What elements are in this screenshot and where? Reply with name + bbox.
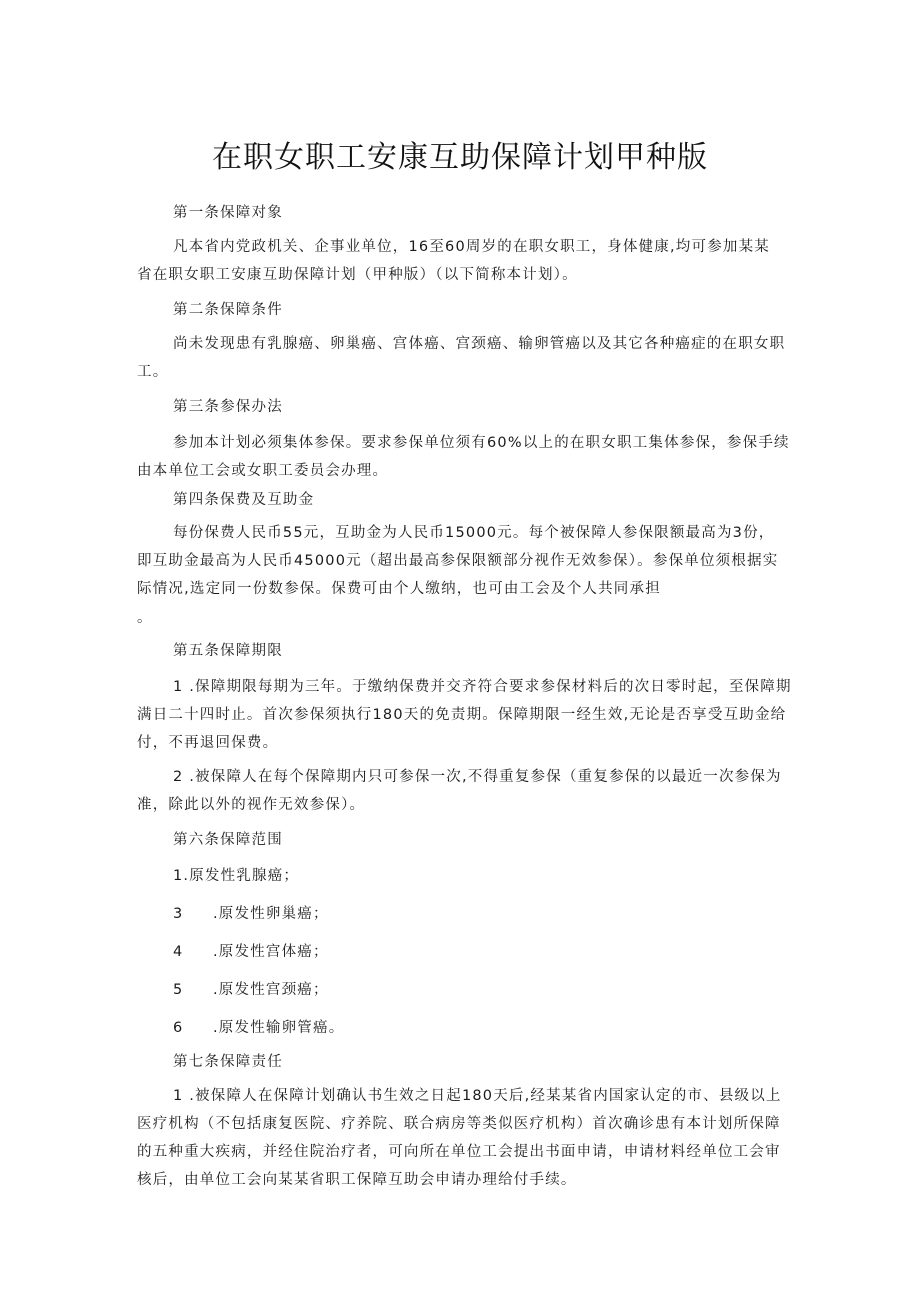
paragraph-line: 1 .保障期限每期为三年。于缴纳保费并交齐符合要求参保材料后的次日零时起，至保障期: [173, 679, 792, 695]
paragraph-line: 付，不再退回保费。: [137, 735, 279, 751]
section-heading: 第二条保障条件: [173, 302, 283, 318]
list-text: .原发性输卵管癌。: [213, 1020, 345, 1036]
paragraph-line: 凡本省内党政机关、企事业单位，16至60周岁的在职女职工，身体健康,均可参加某某: [173, 239, 771, 255]
section-heading: 第四条保费及互助金: [173, 492, 315, 508]
paragraph-line: 工。: [137, 364, 169, 380]
list-item: [173, 942, 780, 962]
paragraph-line: 参加本计划必须集体参保。要求参保单位须有60%以上的在职女职工集体参保，参保手续: [173, 435, 790, 451]
paragraph-line: 。: [137, 610, 153, 626]
paragraph-line: 每份保费人民币55元，互助金为人民币15000元。每个被保障人参保限额最高为3份，: [173, 525, 775, 541]
paragraph-line: 2 .被保障人在每个保障期内只可参保一次,不得重复参保（重复参保的以最近一次参保为: [173, 769, 782, 785]
list-text: .原发性宫体癌；: [213, 944, 329, 960]
paragraph-line: 由本单位工会或女职工委员会办理。: [137, 463, 389, 479]
section-heading: 第七条保障责任: [173, 1054, 283, 1070]
paragraph-line: 际情况,选定同一份数参保。保费可由个人缴纳，也可由工会及个人共同承担: [137, 581, 661, 597]
paragraph-line: 的五种重大疾病，并经住院治疗者，可向所在单位工会提出书面申请，申请材料经单位工会审: [137, 1144, 781, 1160]
section-heading: 第三条参保办法: [173, 399, 283, 415]
paragraph-line: 准，除此以外的视作无效参保）。: [137, 797, 366, 813]
paragraph-line: 满日二十四时止。首次参保须执行180天的免责期。保障期限一经生效,无论是否享受互助金给: [137, 707, 787, 723]
paragraph-line: 即互助金最高为人民币45000元（超出最高参保限额部分视作无效参保）。参保单位须根据实: [137, 553, 779, 569]
list-text: .原发性卵巢癌；: [213, 906, 329, 922]
list-text: .原发性宫颈癌；: [213, 982, 329, 998]
paragraph-line: 核后，由单位工会向某某省职工保障互助会申请办理给付手续。: [137, 1172, 577, 1188]
list-number: 5: [173, 982, 184, 998]
document-title: 在职女职工安康互助保障计划甲种版: [212, 140, 708, 175]
list-number: 4: [173, 944, 184, 960]
paragraph-line: 医疗机构（不包括康复医院、疗养院、联合病房等类似医疗机构）首次确诊患有本计划所保障: [137, 1116, 781, 1132]
paragraph-line: 尚未发现患有乳腺癌、卵巢癌、宫体癌、宫颈癌、输卵管癌以及其它各种癌症的在职女职: [173, 336, 786, 352]
list-item: [173, 980, 780, 1000]
paragraph-line: 1 .被保障人在保障计划确认书生效之日起180天后,经某某省内国家认定的市、县级以上: [173, 1088, 782, 1104]
section-heading: 第五条保障期限: [173, 643, 283, 659]
list-number: 3: [173, 906, 184, 922]
list-number: 6: [173, 1020, 184, 1036]
paragraph-line: 省在职女职工安康互助保障计划（甲种版）（以下简称本计划）。: [137, 267, 578, 283]
list-item: [173, 1018, 780, 1038]
section-heading: 第六条保障范围: [173, 832, 283, 848]
section-heading: 第一条保障对象: [173, 205, 283, 221]
list-item: [173, 904, 780, 924]
list-item: 1.原发性乳腺癌；: [173, 868, 300, 884]
